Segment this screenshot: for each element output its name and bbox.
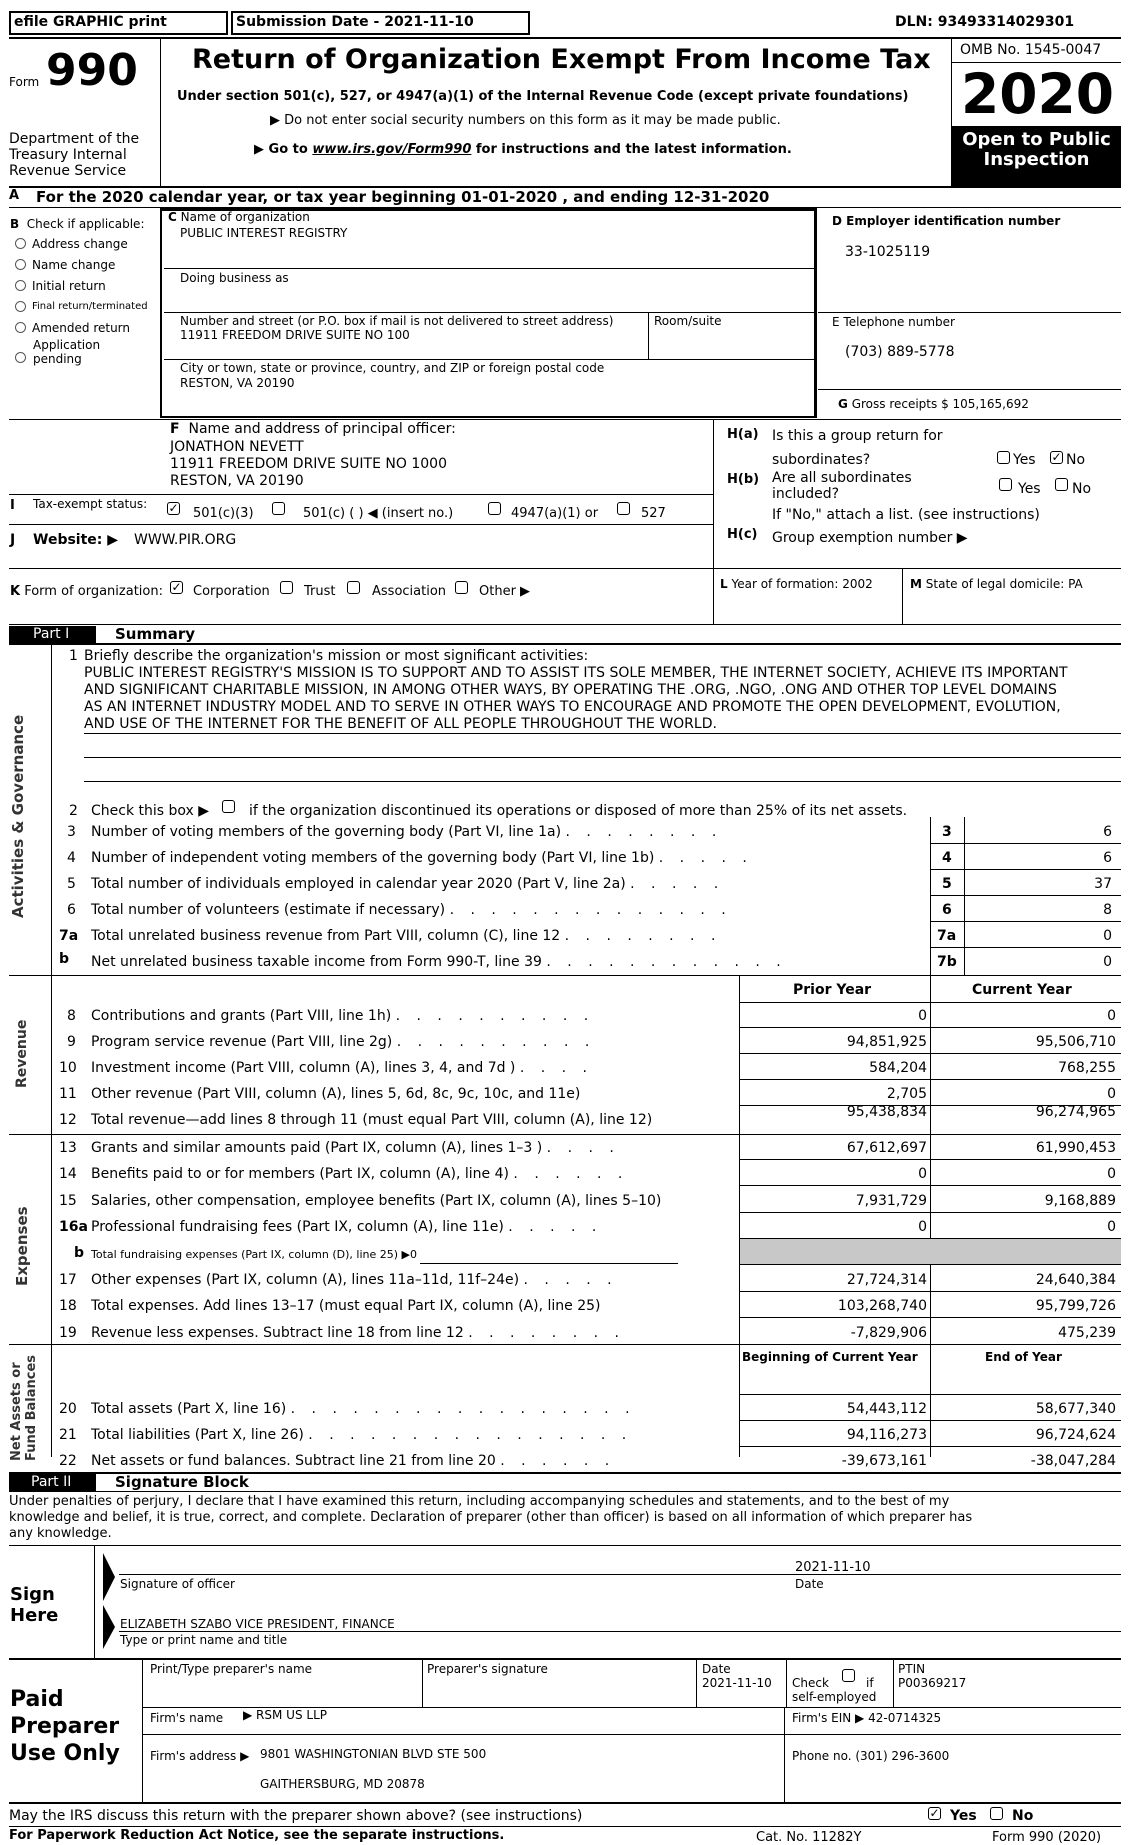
independent-members-value: 6 (1103, 850, 1112, 866)
rule (739, 1291, 1121, 1292)
tax-year: 2020 (961, 62, 1115, 126)
omb-number: OMB No. 1545-0047 (960, 42, 1102, 58)
rule (930, 921, 1121, 922)
other-checkbox[interactable] (455, 581, 468, 594)
street-label: Number and street (or P.O. box if mail is not delivered to street address) (180, 314, 614, 328)
preparer-date: 2021-11-10 (702, 1676, 772, 1690)
box-6: 6 (942, 902, 952, 918)
year-formation: L Year of formation: 2002 (720, 577, 873, 591)
form-title: Return of Organization Exempt From Income Tax (192, 44, 931, 75)
4947-label: 4947(a)(1) or (511, 506, 599, 521)
association-checkbox[interactable] (347, 581, 360, 594)
rule (164, 268, 814, 269)
line1-num: 1 (69, 648, 78, 664)
line7a-num: 7a (59, 928, 79, 944)
line4-num: 4 (67, 850, 76, 866)
line3-text: Number of voting members of the governing body (Part VI, line 1a) . . . . . . . . (91, 824, 723, 840)
side-net-assets: Net Assets or Fund Balances (9, 1355, 39, 1461)
firm-address-label: Firm's address ▶ (150, 1749, 250, 1763)
hb-text1: Are all subordinates (772, 470, 912, 486)
line13-prior: 67,612,697 (846, 1140, 927, 1156)
penalty-line-3: any knowledge. (9, 1526, 112, 1541)
rule (164, 359, 814, 360)
rule (9, 1802, 1121, 1804)
other-label: Other ▶ (479, 584, 531, 599)
rule (51, 645, 52, 1457)
line16a-prior: 0 (918, 1219, 927, 1235)
side-activities-governance: Activities & Governance (9, 714, 27, 918)
final-return-radio[interactable] (15, 301, 26, 312)
box-4: 4 (942, 850, 952, 866)
employees-value: 37 (1094, 876, 1112, 892)
ssn-notice: ▶ Do not enter social security numbers on this form as it may be made public. (270, 113, 781, 128)
4947-checkbox[interactable] (488, 502, 501, 515)
line9-prior: 94,851,925 (846, 1034, 927, 1050)
part2-tag: Part II (9, 1474, 96, 1491)
firm-name-label: Firm's name (150, 1711, 224, 1725)
dln: DLN: 93493314029301 (895, 14, 1075, 30)
rule (739, 975, 740, 1457)
unrelated-income-value: 0 (1103, 954, 1112, 970)
firm-address1: 9801 WASHINGTONIAN BLVD STE 500 (260, 1747, 487, 1761)
rule (739, 1159, 1121, 1160)
principal-address1: 11911 FREEDOM DRIVE SUITE NO 1000 (170, 456, 447, 472)
catalog-number: Cat. No. 11282Y (756, 1830, 862, 1845)
form-number: 990 (46, 45, 138, 96)
association-label: Association (372, 584, 447, 599)
line22-current: -38,047,284 (1030, 1453, 1116, 1469)
ha-yes-label: Yes (1013, 452, 1036, 468)
rule (930, 975, 931, 1457)
check-label: Check (792, 1676, 829, 1690)
rule (648, 313, 649, 359)
part1-title: Summary (115, 625, 196, 643)
rule (739, 1212, 1121, 1213)
discontinued-checkbox[interactable] (222, 800, 235, 813)
rule (739, 1446, 1121, 1447)
line18-num: 18 (59, 1298, 77, 1314)
discuss-question: May the IRS discuss this return with the preparer shown above? (see instructions) (9, 1808, 583, 1824)
tax-exempt-label: Tax-exempt status: (33, 497, 148, 511)
principal-address2: RESTON, VA 20190 (170, 473, 304, 489)
rule (930, 947, 1121, 948)
line3-num: 3 (67, 824, 76, 840)
ha-label: H(a) (727, 427, 759, 442)
line15-prior: 7,931,729 (855, 1193, 927, 1209)
self-employed-checkbox[interactable] (842, 1669, 855, 1682)
line7a-text: Total unrelated business revenue from Part VIII, column (C), line 12 . . . . . . . . (91, 928, 722, 944)
volunteers-value: 8 (1103, 902, 1112, 918)
rule (739, 1027, 1121, 1028)
rule (930, 869, 1121, 870)
rule (784, 1707, 785, 1802)
rule (84, 757, 1121, 758)
trust-checkbox[interactable] (280, 581, 293, 594)
rule (9, 643, 1121, 645)
form-word: Form (9, 75, 40, 89)
irs-link[interactable]: www.irs.gov/Form990 (312, 142, 472, 157)
form-footer: Form 990 (2020) (992, 1830, 1102, 1845)
city-state-zip: RESTON, VA 20190 (180, 376, 295, 390)
501c3-checkbox[interactable]: ✓ (168, 501, 179, 515)
phone-value: (703) 889-5778 (845, 344, 955, 360)
501c-label: 501(c) ( ) ◀ (insert no.) (303, 506, 454, 521)
rule (119, 1574, 1121, 1575)
rule (9, 524, 713, 525)
col-begin-year: Beginning of Current Year (742, 1350, 918, 1364)
ha-no-checkbox[interactable]: ✓ (1051, 450, 1062, 464)
preparer-name-label: Print/Type preparer's name (150, 1662, 313, 1676)
line11-prior: 2,705 (886, 1086, 927, 1102)
rule (739, 1079, 1121, 1080)
rule (9, 568, 1121, 569)
paperwork-notice: For Paperwork Reduction Act Notice, see the separate instructions. (9, 1828, 505, 1843)
rule (786, 1659, 787, 1707)
527-checkbox[interactable] (617, 502, 630, 515)
efile-label: efile GRAPHIC print (14, 14, 167, 30)
rule (142, 1734, 1121, 1735)
box-7a: 7a (937, 928, 957, 944)
phone-label: E Telephone number (832, 315, 955, 329)
line8-prior: 0 (918, 1008, 927, 1024)
rule (94, 1546, 95, 1658)
irs-link-line: ▶ Go to www.irs.gov/Form990 for instructions and the latest information. (254, 142, 792, 157)
line14-text: Benefits paid to or for members (Part IX, column (A), line 4) . . . . . . (91, 1166, 629, 1182)
line5-text: Total number of individuals employed in calendar year 2020 (Part V, line 2a) . . . . . (91, 876, 725, 892)
line11-current: 0 (1107, 1086, 1116, 1102)
line13-num: 13 (59, 1140, 77, 1156)
firm-address2: GAITHERSBURG, MD 20878 (260, 1777, 425, 1791)
room-suite-label: Room/suite (654, 314, 722, 328)
line5-num: 5 (67, 876, 76, 892)
rule (420, 1263, 678, 1264)
if-label: if (866, 1676, 874, 1690)
sign-arrow (103, 1605, 115, 1649)
mission-line-1: PUBLIC INTEREST REGISTRY'S MISSION IS TO SUPPORT AND TO ASSIST ITS SOLE MEMBER, THE INTERNET SOCIETY, ACHIEVE ITS IMPORTANT (84, 665, 1068, 681)
rule (739, 1394, 1121, 1395)
name-change-label: Name change (32, 258, 116, 272)
website-label: Website: ▶ (33, 532, 119, 548)
line20-current: 58,677,340 (1035, 1401, 1116, 1417)
form-subtitle: Under section 501(c), 527, or 4947(a)(1) of the Internal Revenue Code (except private foundations) (177, 89, 909, 104)
rule (142, 1659, 143, 1802)
501c3-label: 501(c)(3) (193, 506, 254, 521)
line8-text: Contributions and grants (Part VIII, line 1h) . . . . . . . . . . (91, 1008, 595, 1024)
rule (818, 389, 1121, 390)
part2-title: Signature Block (115, 1473, 249, 1491)
line16a-num: 16a (59, 1219, 88, 1235)
rule (422, 1659, 423, 1707)
street-address: 11911 FREEDOM DRIVE SUITE NO 100 (180, 328, 410, 342)
line12-text: Total revenue—add lines 8 through 11 (must equal Part VIII, column (A), line 12) (91, 1112, 653, 1128)
line6-text: Total number of volunteers (estimate if necessary) . . . . . . . . . . . . . . (91, 902, 732, 918)
preparer-sig-label: Preparer's signature (427, 1662, 548, 1676)
line18-prior: 103,268,740 (837, 1298, 927, 1314)
line16a-text: Professional fundraising fees (Part IX, column (A), line 11e) . . . . . (91, 1219, 603, 1235)
application-pending-label: Application pending (33, 338, 101, 366)
address-change-label: Address change (32, 237, 128, 251)
legal-domicile: M State of legal domicile: PA (910, 577, 1083, 591)
hb-yes-checkbox[interactable] (999, 478, 1012, 491)
line13-text: Grants and similar amounts paid (Part IX, column (A), lines 1–3 ) . . . . (91, 1140, 620, 1156)
side-expenses: Expenses (13, 1206, 31, 1286)
rule (84, 733, 1121, 734)
ha-no-label: No (1066, 452, 1086, 468)
line10-text: Investment income (Part VIII, column (A), lines 3, 4, and 7d ) . . . . (91, 1060, 594, 1076)
submission-date: Submission Date - 2021-11-10 (236, 14, 474, 30)
line14-prior: 0 (918, 1166, 927, 1182)
line14-current: 0 (1107, 1166, 1116, 1182)
rule (9, 1658, 1121, 1660)
rule (713, 569, 714, 624)
check-applicable: B Check if applicable: (10, 217, 145, 231)
side-revenue: Revenue (14, 1019, 30, 1088)
ptin-value: P00369217 (898, 1676, 967, 1690)
sign-date-label: Date (795, 1577, 824, 1591)
name-change-radio[interactable] (15, 259, 26, 270)
line7b-num: b (59, 951, 70, 967)
527-label: 527 (641, 506, 666, 521)
initial-return-label: Initial return (32, 279, 106, 293)
rule (9, 1826, 1121, 1827)
form-of-org-label: K Form of organization: (10, 584, 163, 599)
line17-text: Other expenses (Part IX, column (A), lines 11a–11d, 11f–24e) . . . . . (91, 1272, 618, 1288)
part1-tag: Part I (9, 626, 96, 643)
box-3: 3 (942, 824, 952, 840)
city-label: City or town, state or province, country, and ZIP or foreign postal code (180, 361, 605, 375)
discuss-no-checkbox[interactable] (990, 1807, 1003, 1820)
line2-post: if the organization discontinued its operations or disposed of more than 25% of its net assets. (249, 803, 908, 819)
rule (739, 1317, 1121, 1318)
voting-members-value: 6 (1103, 824, 1112, 840)
line4-text: Number of independent voting members of the governing body (Part VI, line 1b) . . . . . (91, 850, 753, 866)
signature-label: Signature of officer (120, 1577, 235, 1591)
line9-current: 95,506,710 (1035, 1034, 1116, 1050)
line11-num: 11 (59, 1086, 77, 1102)
line18-text: Total expenses. Add lines 13–17 (must equal Part IX, column (A), line 25) (91, 1298, 601, 1314)
rule (696, 1659, 697, 1707)
line20-prior: 54,443,112 (846, 1401, 927, 1417)
line21-current: 96,724,624 (1035, 1427, 1116, 1443)
org-name: PUBLIC INTEREST REGISTRY (180, 226, 348, 240)
line9-num: 9 (67, 1034, 76, 1050)
rule (739, 1264, 1121, 1265)
ein-label: D Employer identification number (832, 214, 1061, 228)
self-employed-label: self-employed (792, 1690, 877, 1704)
line10-num: 10 (59, 1060, 77, 1076)
501c-checkbox[interactable] (272, 502, 285, 515)
rule (893, 1659, 894, 1707)
line1-text: Briefly describe the organization's mission or most significant activities: (84, 648, 589, 664)
j-label: J (10, 532, 16, 548)
line15-current: 9,168,889 (1044, 1193, 1116, 1209)
line17-num: 17 (59, 1272, 77, 1288)
mission-line-3: AS AN INTERNET INDUSTRY MODEL AND TO SERVE IN OTHER WAYS TO ENCOURAGE AND PROMOTE THE OPEN DEVELOPMENT, EVOLUTION, (84, 699, 1061, 715)
col-end-year: End of Year (985, 1350, 1062, 1364)
line22-num: 22 (59, 1453, 77, 1469)
hb-no-label: No (1072, 481, 1092, 497)
officer-name-label: Type or print name and title (120, 1633, 288, 1647)
col-current-year: Current Year (972, 982, 1072, 998)
hb-text2: included? (772, 486, 840, 502)
mission-line-2: AND SIGNIFICANT CHARITABLE MISSION, IN AMONG OTHER WAYS, BY OPERATING THE .ORG, .NGO, .ONG AND OTHER TOP LEVEL DOMAINS (84, 682, 1057, 698)
penalty-line-2: knowledge and belief, it is true, correct, and complete. Declaration of preparer (other than officer) is based on all information of which preparer has (9, 1510, 973, 1525)
tax-period: For the 2020 calendar year, or tax year beginning 01-01-2020 , and ending 12-31-2020 (36, 188, 770, 206)
line16b-text: Total fundraising expenses (Part IX, column (D), line 25) ▶0 (91, 1248, 417, 1261)
rule (9, 975, 1121, 976)
rule (84, 781, 1121, 782)
firm-ein: Firm's EIN ▶ 42-0714325 (792, 1711, 942, 1725)
discuss-yes-label: Yes (950, 1808, 977, 1824)
line12-num: 12 (59, 1112, 77, 1128)
officer-name-title: ELIZABETH SZABO VICE PRESIDENT, FINANCE (120, 1617, 395, 1631)
rule (9, 1545, 1121, 1546)
rule (930, 817, 931, 975)
box-5: 5 (942, 876, 952, 892)
rule (9, 1134, 1121, 1135)
line22-text: Net assets or fund balances. Subtract line 21 from line 20 . . . . . . (91, 1453, 616, 1469)
line15-num: 15 (59, 1193, 77, 1209)
line12-current: 96,274,965 (1035, 1104, 1116, 1120)
hc-text: Group exemption number ▶ (772, 530, 968, 546)
rule (818, 312, 1121, 313)
line19-current: 475,239 (1058, 1325, 1116, 1341)
col-prior-year: Prior Year (793, 982, 872, 998)
line7b-text: Net unrelated business taxable income from Form 990-T, line 39 . . . . . . . . . . . . (91, 954, 787, 970)
line8-current: 0 (1107, 1008, 1116, 1024)
rule (739, 1053, 1121, 1054)
sign-arrow (103, 1553, 115, 1601)
hb-note: If "No," attach a list. (see instructions) (772, 507, 1040, 523)
line10-prior: 584,204 (869, 1060, 927, 1076)
line-a-label: A (9, 188, 20, 203)
line6-num: 6 (67, 902, 76, 918)
box-7b: 7b (937, 954, 957, 970)
rule (930, 843, 1121, 844)
line19-text: Revenue less expenses. Subtract line 18 from line 12 . . . . . . . . (91, 1325, 625, 1341)
gross-receipts: G Gross receipts $ 105,165,692 (838, 397, 1029, 411)
firm-name: ▶ RSM US LLP (243, 1708, 327, 1722)
initial-return-radio[interactable] (15, 280, 26, 291)
line20-num: 20 (59, 1401, 77, 1417)
rule (160, 38, 161, 186)
line12-prior: 95,438,834 (846, 1104, 927, 1120)
line21-num: 21 (59, 1427, 77, 1443)
line22-prior: -39,673,161 (841, 1453, 927, 1469)
line9-text: Program service revenue (Part VIII, line 2g) . . . . . . . . . . (91, 1034, 596, 1050)
rule (739, 1420, 1121, 1421)
line19-num: 19 (59, 1325, 77, 1341)
hb-no-checkbox[interactable] (1055, 478, 1068, 491)
department: Department of the Treasury Internal Revenue Service (9, 131, 140, 179)
amended-return-radio[interactable] (15, 322, 26, 333)
i-label: I (10, 498, 15, 513)
paid-preparer: Paid Preparer Use Only (10, 1687, 120, 1766)
penalty-line-1: Under penalties of perjury, I declare that I have examined this return, including accompanying schedules and statements, and to the best of my (9, 1494, 950, 1509)
ptin-label: PTIN (898, 1662, 926, 1676)
final-return-label: Final return/terminated (32, 301, 148, 312)
line18-current: 95,799,726 (1035, 1298, 1116, 1314)
ha-yes-checkbox[interactable] (997, 451, 1010, 464)
hb-label: H(b) (727, 472, 760, 487)
line17-current: 24,640,384 (1035, 1272, 1116, 1288)
ha-text1: Is this a group return for (772, 428, 943, 444)
principal-name: JONATHON NEVETT (170, 439, 304, 455)
open-to-public: Open to Public Inspection (952, 126, 1121, 186)
rule (9, 419, 1121, 420)
amended-return-label: Amended return (32, 321, 131, 335)
line15-text: Salaries, other compensation, employee benefits (Part IX, column (A), lines 5–10) (91, 1193, 662, 1209)
line17-prior: 27,724,314 (846, 1272, 927, 1288)
rule (164, 312, 814, 313)
line8-num: 8 (67, 1008, 76, 1024)
rule (9, 37, 1121, 39)
firm-phone: Phone no. (301) 296-3600 (792, 1749, 950, 1763)
corporation-label: Corporation (193, 584, 270, 599)
hb-yes-label: Yes (1018, 481, 1041, 497)
mission-line-4: AND USE OF THE INTERNET FOR THE BENEFIT OF ALL PEOPLE THROUGHOUT THE WORLD. (84, 716, 717, 732)
rule (964, 817, 965, 975)
line21-text: Total liabilities (Part X, line 26) . . . . . . . . . . . . . . . . (91, 1427, 633, 1443)
principal-officer-label: F Name and address of principal officer: (170, 421, 456, 437)
rule (930, 895, 1121, 896)
rule (9, 1344, 1121, 1345)
sign-here: Sign Here (10, 1584, 59, 1626)
corporation-checkbox[interactable]: ✓ (171, 580, 182, 594)
shaded-cell (740, 1239, 1121, 1264)
website-value[interactable]: WWW.PIR.ORG (134, 532, 237, 548)
line11-text: Other revenue (Part VIII, column (A), lines 5, 6d, 8c, 9c, 10c, and 11e) (91, 1086, 581, 1102)
hc-label: H(c) (727, 527, 758, 542)
rule (739, 1185, 1121, 1186)
preparer-date-label: Date (702, 1662, 731, 1676)
line21-prior: 94,116,273 (846, 1427, 927, 1443)
rule (9, 1491, 1121, 1492)
rule (9, 494, 713, 495)
line10-current: 768,255 (1058, 1060, 1116, 1076)
line14-num: 14 (59, 1166, 77, 1182)
line20-text: Total assets (Part X, line 16) . . . . . . . . . . . . . . . . . (91, 1401, 636, 1417)
trust-label: Trust (304, 584, 336, 599)
discuss-no-label: No (1012, 1808, 1034, 1824)
rule (739, 1002, 1121, 1003)
rule (902, 569, 903, 624)
line19-prior: -7,829,906 (850, 1325, 927, 1341)
ein-value: 33-1025119 (845, 244, 931, 260)
discuss-yes-checkbox[interactable]: ✓ (929, 1806, 940, 1820)
line2-num: 2 (69, 803, 78, 819)
line2-pre: Check this box ▶ (91, 803, 210, 819)
line16a-current: 0 (1107, 1219, 1116, 1235)
org-name-label: C Name of organization (168, 210, 310, 224)
sign-date: 2021-11-10 (795, 1560, 871, 1575)
address-change-radio[interactable] (15, 238, 26, 249)
unrelated-revenue-value: 0 (1103, 928, 1112, 944)
line13-current: 61,990,453 (1035, 1140, 1116, 1156)
rule (119, 1631, 1121, 1632)
line16b-num: b (74, 1245, 85, 1261)
ha-text2: subordinates? (772, 452, 871, 468)
dba-label: Doing business as (180, 271, 289, 285)
